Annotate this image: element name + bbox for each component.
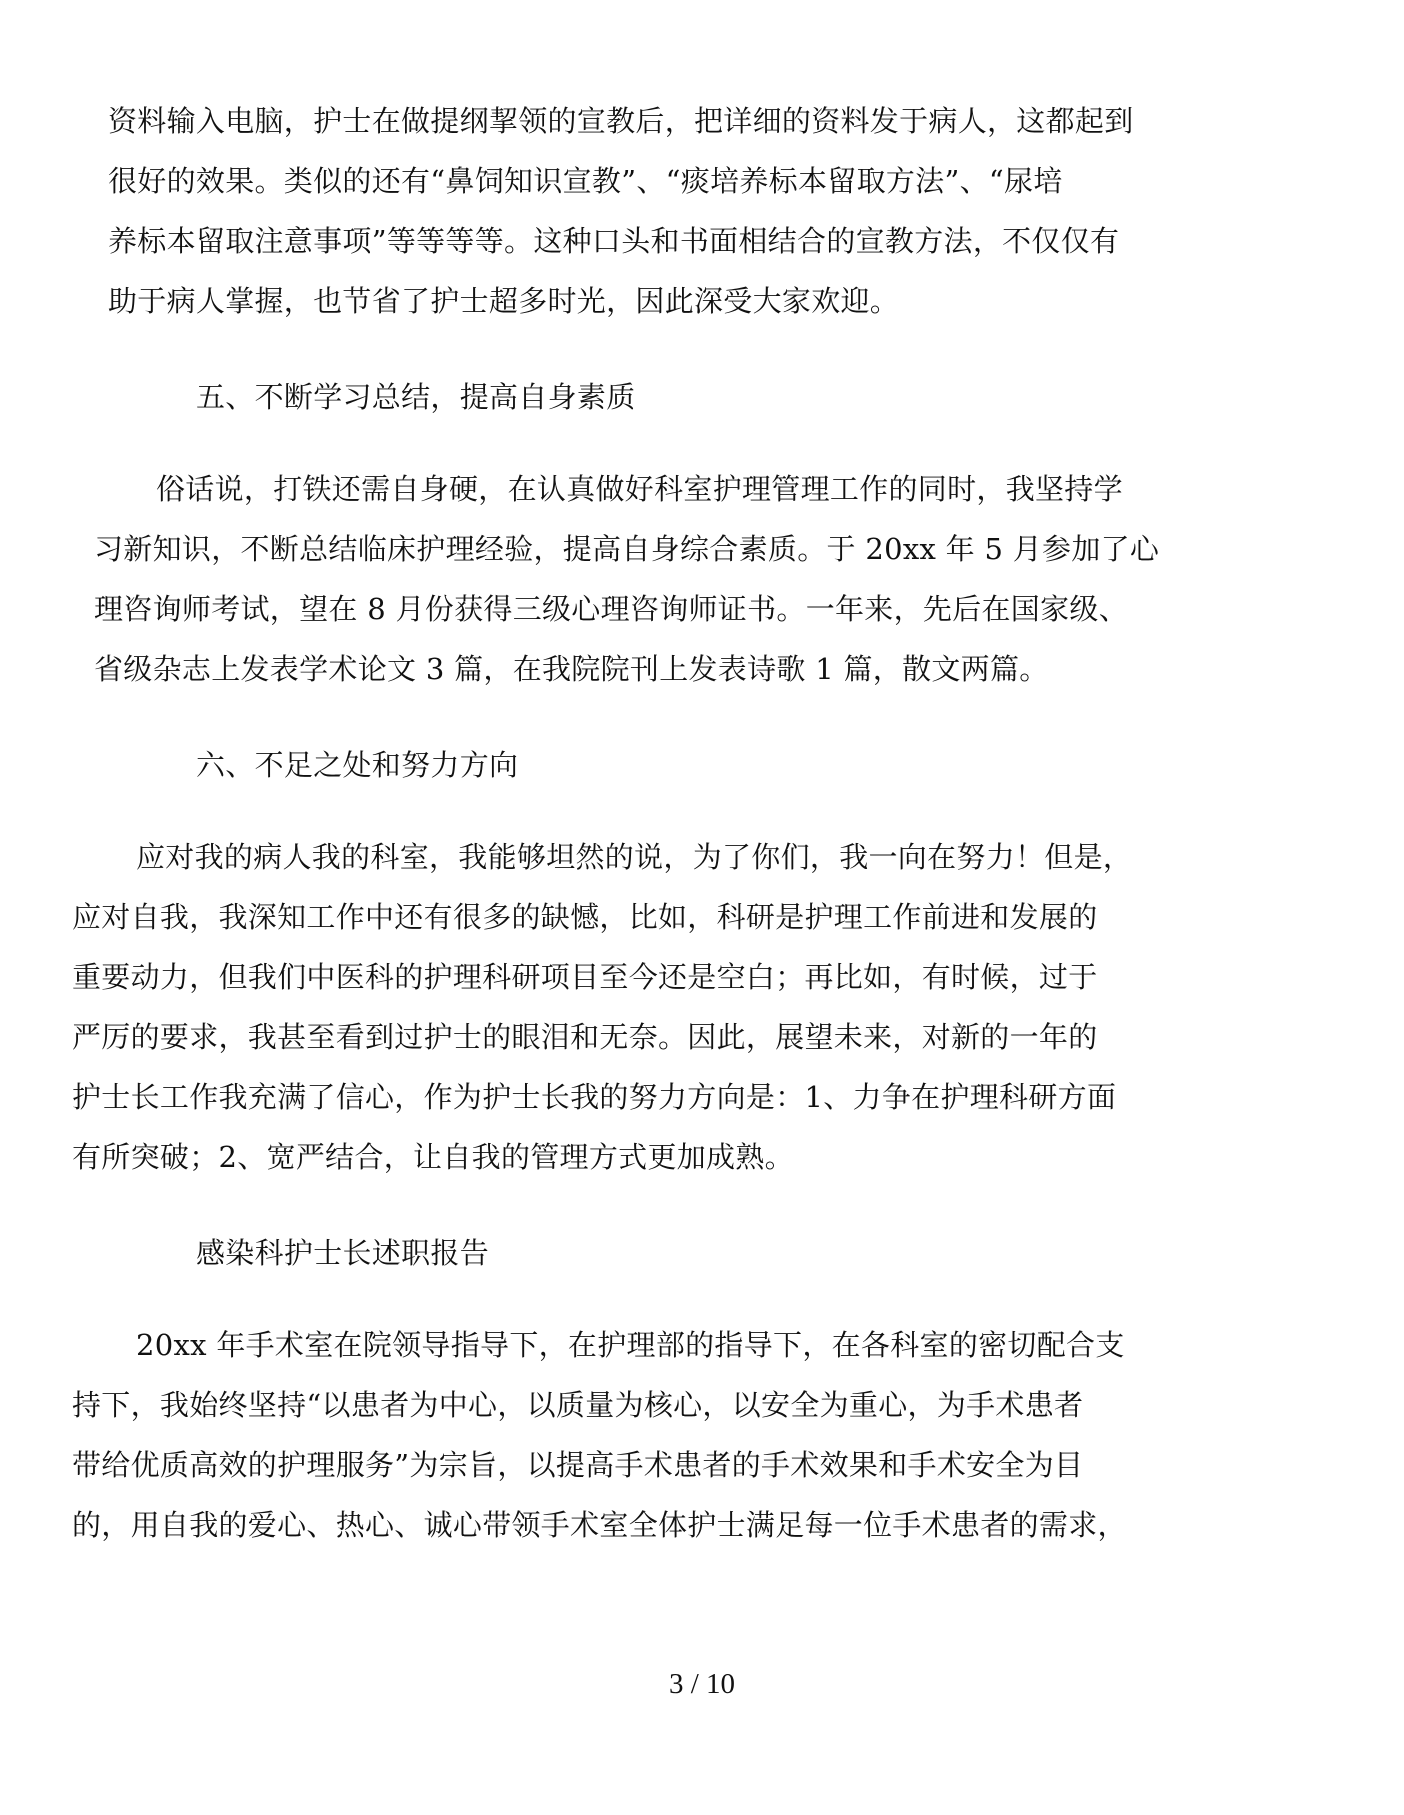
text-line: 助于病人掌握，也节省了护士超多时光，因此深受大家欢迎。 — [108, 284, 900, 318]
text-line: 20xx 年手术室在院领导指导下，在护理部的指导下，在各科室的密切配合支 — [136, 1328, 1125, 1362]
section-heading: 五、不断学习总结，提高自身素质 — [196, 380, 636, 414]
text-line: 持下，我始终坚持“以患者为中心，以质量为核心，以安全为重心，为手术患者 — [72, 1388, 1084, 1422]
text-line: 重要动力，但我们中医科的护理科研项目至今还是空白；再比如，有时候，过于 — [72, 960, 1098, 994]
text-line: 理咨询师考试，望在 8 月份获得三级心理咨询师证书。一年来，先后在国家级、 — [94, 592, 1128, 626]
section-heading: 六、不足之处和努力方向 — [196, 748, 519, 782]
text-line: 应对自我，我深知工作中还有很多的缺憾，比如，科研是护理工作前进和发展的 — [72, 900, 1098, 934]
text-line: 的，用自我的爱心、热心、诚心带领手术室全体护士满足每一位手术患者的需求， — [72, 1508, 1127, 1542]
document-title: 感染科护士长述职报告 — [196, 1236, 490, 1270]
text-line: 带给优质高效的护理服务”为宗旨，以提高手术患者的手术效果和手术安全为目 — [72, 1448, 1084, 1482]
text-line: 省级杂志上发表学术论文 3 篇，在我院院刊上发表诗歌 1 篇，散文两篇。 — [94, 652, 1049, 686]
text-line: 有所突破；2、宽严结合，让自我的管理方式更加成熟。 — [72, 1140, 794, 1174]
text-line: 资料输入电脑，护士在做提纲挈领的宣教后，把详细的资料发于病人，这都起到 — [108, 104, 1134, 138]
text-line: 护士长工作我充满了信心，作为护士长我的努力方向是：1、力争在护理科研方面 — [72, 1080, 1117, 1114]
page-number: 3 / 10 — [668, 1668, 736, 1700]
text-line: 俗话说，打铁还需自身硬，在认真做好科室护理管理工作的同时，我坚持学 — [156, 472, 1123, 506]
text-line: 养标本留取注意事项”等等等等。这种口头和书面相结合的宣教方法，不仅仅有 — [108, 224, 1120, 258]
text-line: 很好的效果。类似的还有“鼻饲知识宣教”、“痰培养标本留取方法”、“尿培 — [108, 164, 1063, 198]
text-line: 严厉的要求，我甚至看到过护士的眼泪和无奈。因此，展望未来，对新的一年的 — [72, 1020, 1098, 1054]
text-line: 应对我的病人我的科室，我能够坦然的说，为了你们，我一向在努力！但是， — [136, 840, 1133, 874]
text-line: 习新知识，不断总结临床护理经验，提高自身综合素质。于 20xx 年 5 月参加了心 — [94, 532, 1160, 566]
